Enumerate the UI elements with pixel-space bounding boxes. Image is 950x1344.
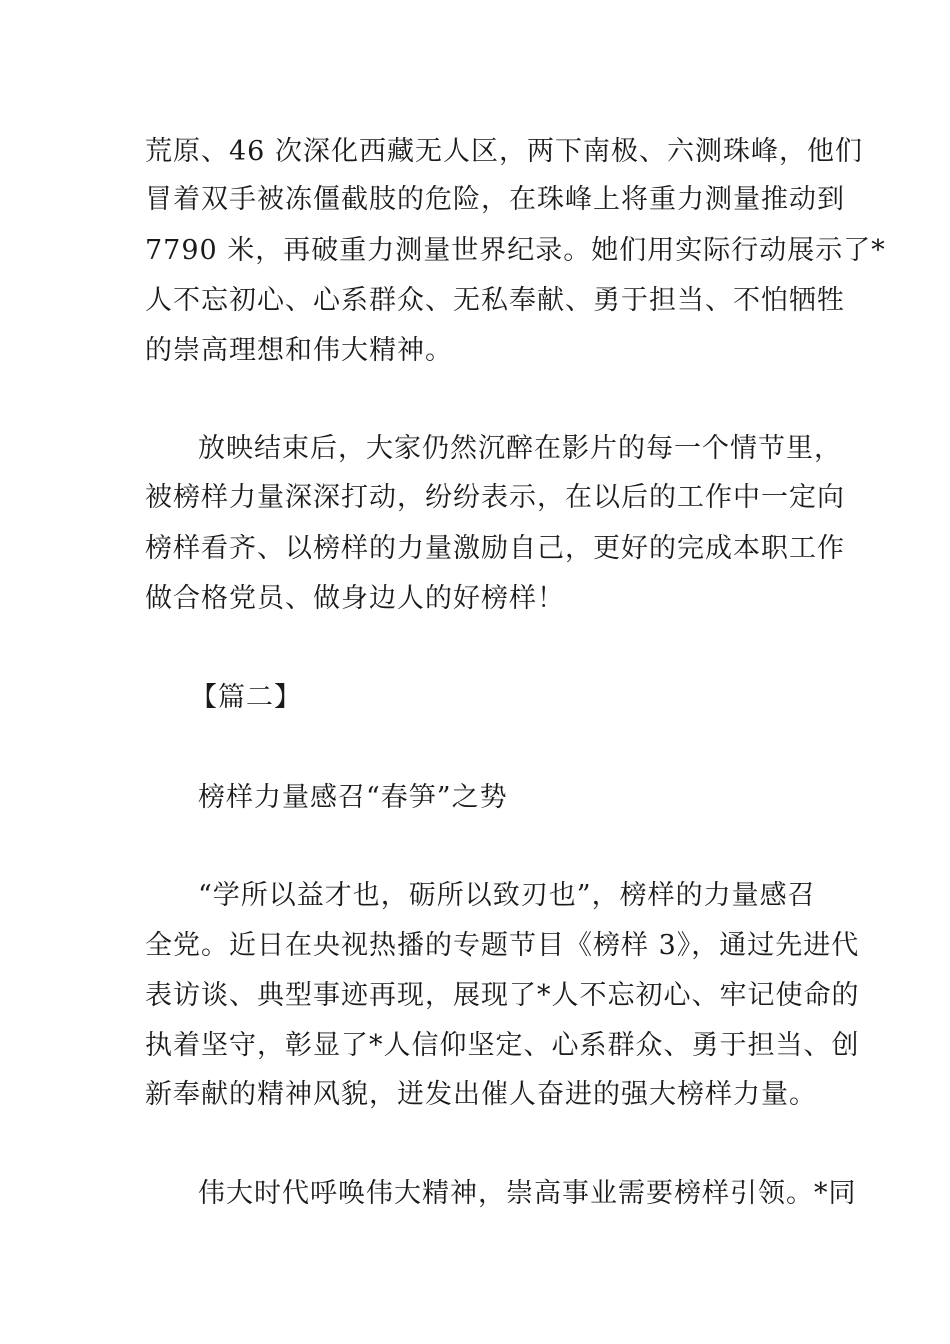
paragraph-3-line-2: 全党。近日在央视热播的专题节目《榜样 3》，通过先进代 <box>145 930 860 961</box>
paragraph-1-line-3: 7790 米，再破重力测量世界纪录。她们用实际行动展示了* <box>145 235 886 266</box>
paragraph-3-line-5: 新奉献的精神风貌，迸发出催人奋进的强大榜样力量。 <box>145 1079 817 1110</box>
paragraph-2-line-2: 被榜样力量深深打动，纷纷表示，在以后的工作中一定向 <box>145 482 845 513</box>
paragraph-2-line-1: 放映结束后，大家仍然沉醉在影片的每一个情节里， <box>198 433 842 464</box>
paragraph-1-line-2: 冒着双手被冻僵截肢的危险，在珠峰上将重力测量推动到 <box>145 184 845 215</box>
paragraph-3-line-3: 表访谈、典型事迹再现，展现了*人不忘初心、牢记使命的 <box>145 980 860 1011</box>
paragraph-2-line-4: 做合格党员、做身边人的好榜样！ <box>145 583 565 614</box>
paragraph-2-line-3: 榜样看齐、以榜样的力量激励自己，更好的完成本职工作 <box>145 533 845 564</box>
paragraph-3-line-4: 执着坚守，彰显了*人信仰坚定、心系群众、勇于担当、创 <box>145 1030 860 1061</box>
section-heading: 【篇二】 <box>190 682 302 713</box>
paragraph-3-line-1: “学所以益才也，砺所以致刃也”，榜样的力量感召 <box>198 880 816 911</box>
paragraph-1-line-1: 荒原、46 次深化西藏无人区，两下南极、六测珠峰，他们 <box>145 136 863 167</box>
paragraph-1-line-5: 的崇高理想和伟大精神。 <box>145 335 453 366</box>
paragraph-4-line-1: 伟大时代呼唤伟大精神，崇高事业需要榜样引领。*同 <box>198 1178 857 1209</box>
article-title: 榜样力量感召“春笋”之势 <box>198 782 508 813</box>
paragraph-1-line-4: 人不忘初心、心系群众、无私奉献、勇于担当、不怕牺牲 <box>145 285 845 316</box>
